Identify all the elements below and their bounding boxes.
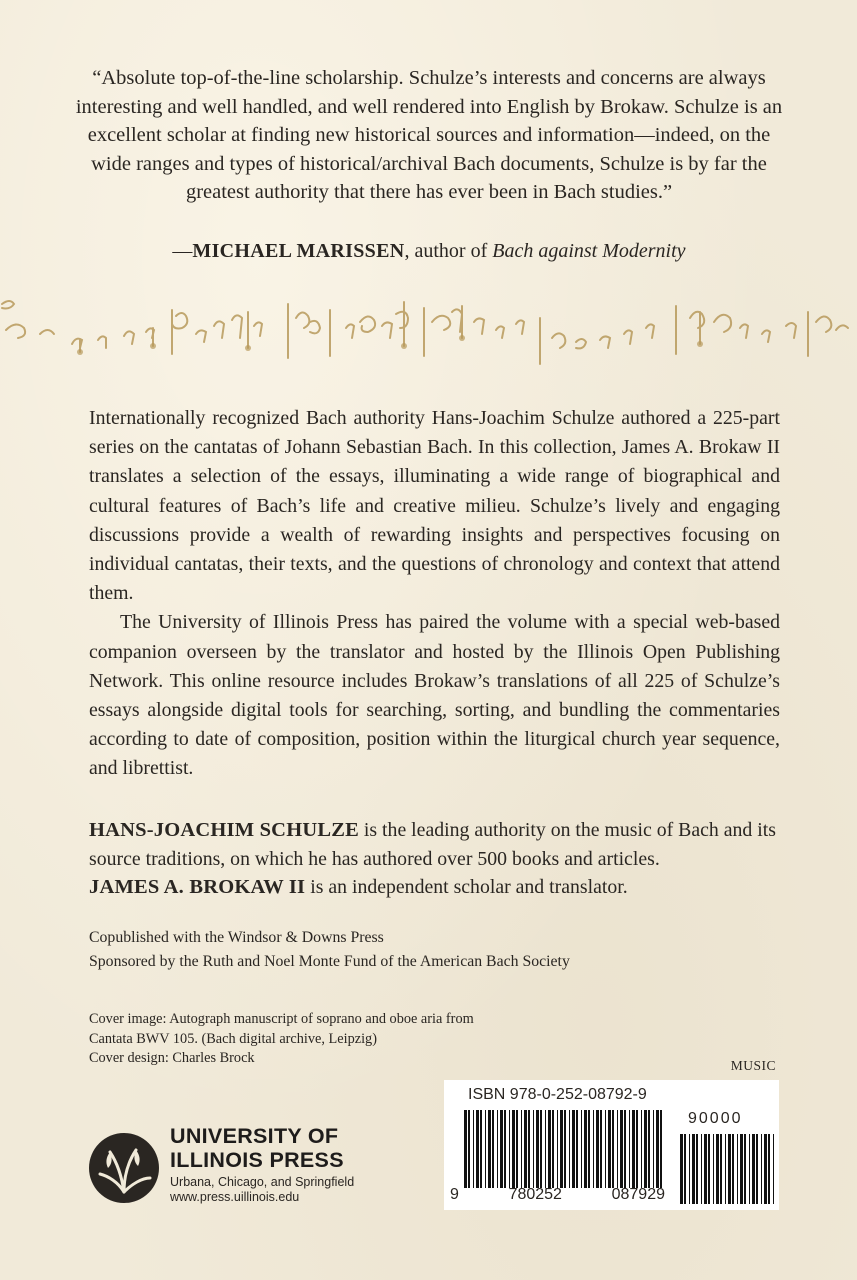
quote-attribution [70, 237, 788, 265]
barcode-bar [773, 1134, 774, 1204]
barcode-bar [732, 1134, 734, 1204]
barcode-bar [536, 1110, 539, 1188]
barcode-bar [620, 1110, 623, 1188]
barcode-bar [524, 1110, 527, 1188]
barcode-bar [473, 1110, 474, 1188]
barcode-bar [588, 1110, 590, 1188]
barcode-bar [516, 1110, 518, 1188]
barcode-bar [596, 1110, 599, 1188]
barcode-bar [485, 1110, 486, 1188]
barcode-bar [464, 1110, 467, 1188]
cover-design-credit: Cover design: Charles Brock [89, 1050, 255, 1066]
barcode-bar [756, 1134, 758, 1204]
barcode-bar [728, 1134, 731, 1204]
attribution-role: , author of [404, 240, 493, 262]
barcode-bar [612, 1110, 614, 1188]
sponsored-line: Sponsored by the Ruth and Noel Monte Fund of the American Bach Society [89, 953, 570, 970]
barcode-bar [509, 1110, 510, 1188]
barcode-bar [701, 1134, 702, 1204]
barcode-bar [512, 1110, 515, 1188]
barcode-bar [500, 1110, 503, 1188]
copublished-line: Copublished with the Windsor & Downs Press [89, 929, 384, 946]
barcode-bar [576, 1110, 578, 1188]
barcode-bar [648, 1110, 650, 1188]
publisher-name-line2: ILLINOIS PRESS [170, 1148, 344, 1172]
barcode-bar [564, 1110, 566, 1188]
barcode-bar [761, 1134, 762, 1204]
book-description [89, 404, 780, 784]
cover-credits [89, 1010, 509, 1069]
barcode-bar [680, 1134, 683, 1204]
quote-text: “Absolute top-of-the-line scholarship. Schulze’s interests and concerns are always interesting and well handled, and well rendered into English by Brokaw. Schulze is an excellent scholar at finding new historical sources and information—indeed, on the wide ranges and types of historical/archival Bach documents, Schulze is by far the greatest authority that there has ever been in Bach studies.” [75, 67, 783, 203]
barcode-bar [740, 1134, 743, 1204]
attribution-book-title: Bach against Modernity [492, 240, 686, 262]
cover-image-credit: Cover image: Autograph manuscript of soprano and oboe aria from Cantata BWV 105. (Bach digital archive, Leipzig) [89, 1011, 474, 1047]
barcode-bar [605, 1110, 606, 1188]
publisher-cities: Urbana, Chicago, and Springfield [170, 1175, 355, 1189]
barcode-bar [689, 1134, 690, 1204]
manuscript-music-strip [0, 282, 857, 382]
barcode-bar [617, 1110, 618, 1188]
barcode-bar [696, 1134, 698, 1204]
barcode-bar [716, 1134, 719, 1204]
barcode-bar [476, 1110, 479, 1188]
barcode-bar [552, 1110, 554, 1188]
description-paragraph-1: Internationally recognized Bach authority Hans-Joachim Schulze authored a 225-part series on the cantatas of Johann Sebastian Bach. In this collection, James A. Brokaw II translates a selection of the essays, illuminating a wide range of biographical and cultural features of Bach’s life and creative milieu. Schulze’s lively and engaging discussions provide a wealth of rewarding insights and perspectives focusing on individual cantatas, their texts, and the questions of chronology and context that attend them. [89, 407, 780, 605]
barcode-bar [521, 1110, 522, 1188]
barcode-bar [737, 1134, 738, 1204]
barcode-bar [768, 1134, 770, 1204]
barcode-bar [569, 1110, 570, 1188]
attribution-name: MICHAEL MARISSEN [192, 240, 405, 262]
barcode-bar [608, 1110, 611, 1188]
barcode-bar [720, 1134, 722, 1204]
barcode-bar [572, 1110, 575, 1188]
barcode-bar [504, 1110, 506, 1188]
publisher-name [170, 1124, 344, 1172]
publisher-location [170, 1175, 354, 1205]
author-name: HANS-JOACHIM SCHULZE [89, 819, 359, 841]
barcode-bar [593, 1110, 594, 1188]
barcode-bar [644, 1110, 647, 1188]
endorsement-quote [70, 64, 788, 207]
category-label: MUSIC [730, 1058, 776, 1073]
barcode-bar [660, 1110, 662, 1188]
ean-left-group: 780252 [508, 1186, 562, 1203]
barcode-bar [629, 1110, 630, 1188]
barcode-bar [636, 1110, 638, 1188]
barcode-bar [480, 1110, 482, 1188]
barcode-bar [708, 1134, 710, 1204]
barcode-bar [560, 1110, 563, 1188]
ean-lead-digit: 9 [450, 1186, 459, 1203]
barcode-bar [528, 1110, 530, 1188]
barcode-bar [684, 1134, 686, 1204]
publication-notes [89, 926, 570, 974]
barcode-bar [744, 1134, 746, 1204]
ean-digits [450, 1186, 665, 1204]
author-bio-text: is the leading authority on the music of Bach and its source traditions, on which he has authored over 500 books and articles. [89, 819, 776, 871]
barcode-bar [692, 1134, 695, 1204]
barcode-bar [488, 1110, 491, 1188]
barcode-bar [749, 1134, 750, 1204]
barcode-bar [468, 1110, 470, 1188]
barcode-bar [656, 1110, 659, 1188]
barcode-bar [492, 1110, 494, 1188]
barcode-bar [653, 1110, 654, 1188]
barcode-bar [624, 1110, 626, 1188]
barcode-bar [557, 1110, 558, 1188]
ean-right-group: 087929 [611, 1186, 665, 1203]
illinois-press-logo-icon [88, 1132, 160, 1204]
barcode-bar [764, 1134, 767, 1204]
barcode-bar [752, 1134, 755, 1204]
author-bio [89, 816, 780, 874]
barcode-bar [600, 1110, 602, 1188]
barcode-bar [713, 1134, 714, 1204]
barcode-bar [540, 1110, 542, 1188]
barcode-bar [632, 1110, 635, 1188]
translator-bio [89, 873, 780, 902]
barcode-bar [545, 1110, 546, 1188]
description-paragraph-2: The University of Illinois Press has paired the volume with a special web-based companion overseen by the translator and hosted by the Illinois Open Publishing Network. This online resource includes Brokaw’s translations of all 225 of Schulze’s essays alongside digital tools for searching, sorting, and bundling the commentaries according to date of composition, position within the liturgical church year sequence, and librettist. [89, 611, 780, 780]
barcode-bar [641, 1110, 642, 1188]
publisher-url: www.press.uillinois.edu [170, 1190, 300, 1204]
publisher-name-line1: UNIVERSITY OF [170, 1124, 339, 1148]
barcode-bar [581, 1110, 582, 1188]
translator-bio-text: is an independent scholar and translator. [305, 876, 628, 898]
price-code: 90000 [688, 1110, 743, 1127]
barcode-bar [533, 1110, 534, 1188]
attribution-dash: — [172, 240, 193, 262]
barcode-bar [548, 1110, 551, 1188]
barcode-bar [584, 1110, 587, 1188]
barcode-bar [704, 1134, 707, 1204]
translator-name: JAMES A. BROKAW II [89, 876, 306, 898]
barcode-bar [497, 1110, 498, 1188]
barcode-bar [725, 1134, 726, 1204]
isbn-number: ISBN 978-0-252-08792-9 [468, 1086, 647, 1103]
isbn-barcode [444, 1080, 779, 1210]
